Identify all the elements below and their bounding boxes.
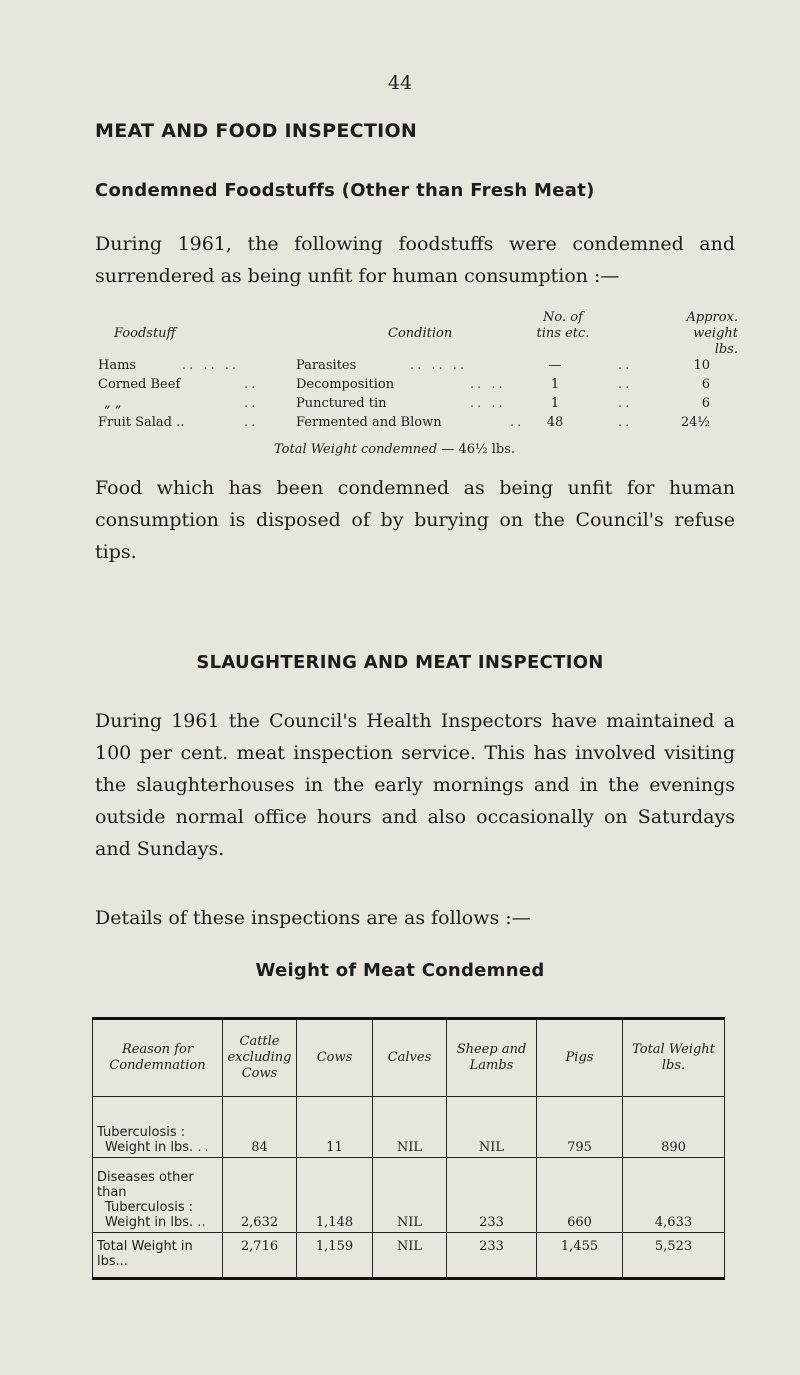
sheep-value: 233 [447, 1233, 537, 1279]
header-tins [518, 310, 608, 342]
leader-dots: .. [244, 415, 259, 430]
header-cattle: Cattle excluding Cows [223, 1019, 297, 1097]
leader-dots: .. [618, 358, 633, 373]
header-calves: Calves [373, 1019, 447, 1097]
total-value: 46½ lbs. [458, 442, 516, 457]
sheep-value: NIL [447, 1097, 537, 1158]
leader-dots: .. [618, 415, 633, 430]
reason-line: Weight in lbs. .. [105, 1215, 206, 1230]
header-total: Total Weight lbs. [623, 1019, 725, 1097]
header-cows: Cows [297, 1019, 373, 1097]
header-reason: Reason for Condemnation [93, 1019, 223, 1097]
total-value: 5,523 [623, 1233, 725, 1279]
intro-paragraph: During 1961, the following foodstuffs were condemned and surrendered as being unfit for human consumption :— [95, 233, 735, 287]
reason-line: Weight in lbs. .. [105, 1140, 212, 1155]
header-pigs: Pigs [537, 1019, 623, 1097]
section-title-slaughtering: SLAUGHTERING AND MEAT INSPECTION [196, 652, 604, 673]
row-foodstuff: Fruit Salad .. [98, 415, 185, 430]
cattle-value: 84 [223, 1097, 297, 1158]
row-weight: 24½ [680, 415, 710, 430]
leader-dots: .. [244, 396, 259, 411]
row-foodstuff: „ „ [104, 396, 122, 411]
reason-cell [93, 1097, 223, 1158]
meat-condemned-table [92, 1017, 725, 1280]
page-number: 44 [387, 72, 413, 94]
reason-line: Diseases other than [97, 1170, 194, 1200]
table-header-row [93, 1019, 725, 1097]
pigs-value: 660 [537, 1158, 623, 1233]
leader-dots: .. .. .. [410, 358, 468, 373]
row-condition: Punctured tin [296, 396, 387, 411]
row-weight: 10 [693, 358, 710, 373]
table-row [98, 415, 738, 431]
table-row [98, 377, 738, 393]
row-condition: Fermented and Blown [296, 415, 442, 430]
sheep-value: 233 [447, 1158, 537, 1233]
reason-line-text: Weight in lbs. [105, 1140, 194, 1155]
cattle-value: 2,632 [223, 1158, 297, 1233]
header-weight-text: Approx. weight lbs. [686, 310, 738, 357]
cows-value: 1,159 [297, 1233, 373, 1279]
table-title-meat-condemned: Weight of Meat Condemned [255, 960, 545, 981]
header-tins-text: No. of tins etc. [536, 310, 590, 341]
reason-line: Tuberculosis : [97, 1125, 186, 1140]
cows-value: 1,148 [297, 1158, 373, 1233]
table-row [98, 358, 738, 374]
row-tins: 1 [550, 396, 560, 411]
pigs-value: 795 [537, 1097, 623, 1158]
section-title-food-inspection: MEAT AND FOOD INSPECTION [95, 120, 418, 142]
disposal-paragraph: Food which has been condemned as being unfit for human consumption is disposed of by burying on the Council's refuse tips. [95, 477, 735, 563]
total-value: 890 [623, 1097, 725, 1158]
total-weight-line [274, 442, 515, 458]
row-condition: Decomposition [296, 377, 395, 392]
header-foodstuff: Foodstuff [114, 326, 176, 341]
row-tins: — [548, 358, 562, 373]
reason-line: Tuberculosis : [105, 1200, 194, 1215]
table-row [93, 1158, 725, 1233]
reason-cell: Total Weight in lbs... [93, 1233, 223, 1279]
header-condition: Condition [388, 326, 453, 341]
leader-dots: .. .. .. [182, 358, 240, 373]
row-foodstuff: Corned Beef [98, 377, 181, 392]
pigs-value: 1,455 [537, 1233, 623, 1279]
leader-dots: .. [618, 396, 633, 411]
table-row [93, 1097, 725, 1158]
row-tins: 1 [550, 377, 560, 392]
subtitle-condemned-foodstuffs: Condemned Foodstuffs (Other than Fresh Meat) [95, 180, 595, 201]
row-condition: Parasites [296, 358, 357, 373]
table-row [98, 396, 738, 412]
total-value: 4,633 [623, 1158, 725, 1233]
details-paragraph: Details of these inspections are as follows :— [95, 907, 531, 929]
table-row [93, 1233, 725, 1279]
reason-cell [93, 1158, 223, 1233]
leader-dots: .. [510, 415, 525, 430]
leader-dots: .. [244, 377, 259, 392]
row-foodstuff: Hams [98, 358, 137, 373]
calves-value: NIL [373, 1097, 447, 1158]
total-label: Total Weight condemned — [274, 442, 455, 457]
row-weight: 6 [701, 396, 710, 411]
inspection-service-paragraph: During 1961 the Council's Health Inspectors have maintained a 100 per cent. meat inspection service. This has involved visiting the slaughterhouses in the early mornings and in the evenings outside normal office hours and also occasionally on Saturdays and Sundays. [95, 710, 735, 860]
row-tins: 48 [546, 415, 564, 430]
cows-value: 11 [297, 1097, 373, 1158]
cattle-value: 2,716 [223, 1233, 297, 1279]
foodstuffs-table [98, 310, 738, 460]
calves-value: NIL [373, 1233, 447, 1279]
header-sheep: Sheep and Lambs [447, 1019, 537, 1097]
calves-value: NIL [373, 1158, 447, 1233]
leader-dots: .. .. [470, 396, 506, 411]
row-weight: 6 [701, 377, 710, 392]
header-weight [658, 310, 738, 358]
leader-dots: .. [618, 377, 633, 392]
leader-dots: .. .. [470, 377, 506, 392]
